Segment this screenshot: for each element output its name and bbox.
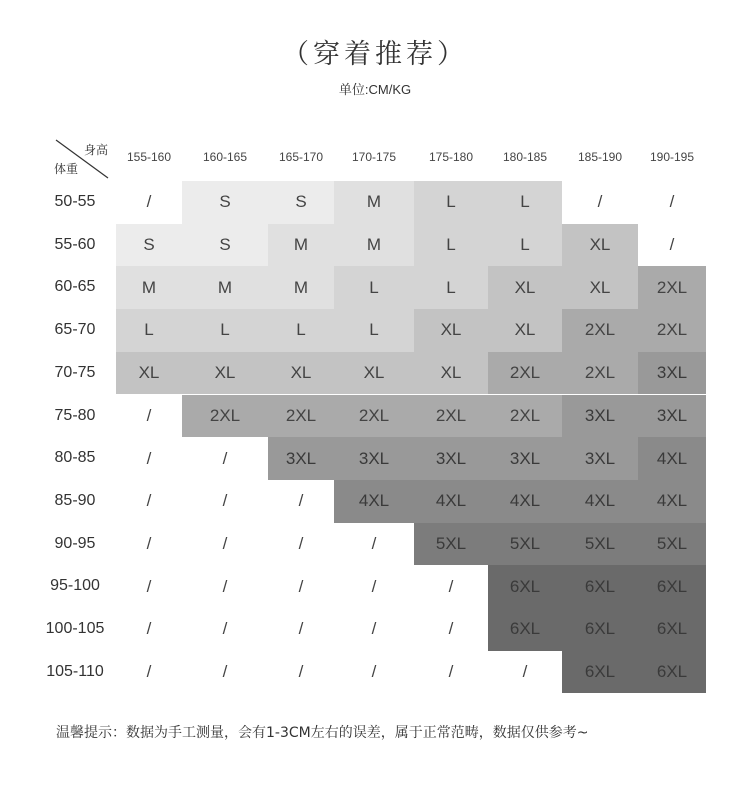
size-cell: 3XL: [638, 352, 706, 395]
weight-label: 105-110: [46, 662, 104, 680]
size-cell: XL: [414, 352, 488, 395]
size-cell: 5XL: [562, 523, 638, 566]
size-cell: /: [448, 576, 454, 596]
size-cell: M: [334, 224, 414, 267]
weight-label: 60-65: [54, 278, 96, 296]
size-cell: M: [182, 266, 268, 309]
size-cell: 6XL: [488, 565, 562, 608]
size-cell: /: [298, 533, 304, 553]
size-cell: /: [222, 491, 228, 511]
size-cell: L: [488, 224, 562, 267]
size-cell: 6XL: [562, 608, 638, 651]
size-cell: 2XL: [334, 395, 414, 438]
size-cell: M: [116, 266, 182, 309]
size-cell: /: [448, 619, 454, 639]
size-cell: M: [334, 181, 414, 224]
footer-note: 温馨提示：数据为手工测量，会有1-3CM左右的误差，属于正常范畴，数据仅供参考~: [56, 725, 589, 741]
size-cell: /: [222, 533, 228, 553]
size-cell: XL: [562, 266, 638, 309]
size-cell: /: [146, 662, 152, 682]
weight-label: 80-85: [54, 449, 96, 467]
size-cell: 2XL: [638, 266, 706, 309]
size-cell: 2XL: [562, 352, 638, 395]
size-cell: /: [298, 491, 304, 511]
weight-label: 90-95: [54, 534, 96, 552]
size-cell: 4XL: [562, 480, 638, 523]
weight-label: 95-100: [50, 577, 100, 595]
size-cell: XL: [488, 309, 562, 352]
size-cell: /: [448, 662, 454, 682]
size-cell: /: [298, 576, 304, 596]
size-cell: /: [371, 662, 377, 682]
size-cell: /: [371, 619, 377, 639]
size-cell: L: [116, 309, 182, 352]
size-cell: 4XL: [334, 480, 414, 523]
size-cell: M: [268, 224, 334, 267]
size-cell: /: [597, 192, 603, 212]
size-cell: /: [146, 533, 152, 553]
size-cell: 2XL: [268, 395, 334, 438]
size-cell: L: [414, 181, 488, 224]
size-cell: /: [371, 576, 377, 596]
size-cell: /: [298, 662, 304, 682]
height-header: 185-190: [577, 150, 623, 164]
size-cell: 6XL: [638, 608, 706, 651]
size-cell: 2XL: [414, 395, 488, 438]
size-cell: /: [146, 491, 152, 511]
weight-label: 70-75: [54, 363, 96, 381]
size-cell: M: [268, 266, 334, 309]
size-cell: XL: [268, 352, 334, 395]
size-cell: 6XL: [562, 651, 638, 694]
corner-header: [52, 138, 110, 180]
unit-label: 单位:CM/KG: [338, 82, 412, 97]
size-cell: XL: [182, 352, 268, 395]
size-cell: L: [334, 309, 414, 352]
weight-label: 50-55: [54, 193, 96, 210]
size-cell: /: [669, 235, 675, 255]
size-cell: L: [182, 309, 268, 352]
size-cell: 4XL: [638, 437, 706, 480]
size-cell: /: [371, 533, 377, 553]
size-cell: L: [268, 309, 334, 352]
size-cell: /: [298, 619, 304, 639]
height-header: 165-170: [278, 150, 324, 164]
size-cell: 6XL: [638, 651, 706, 694]
height-header: 180-185: [502, 150, 548, 164]
size-cell: 3XL: [638, 395, 706, 438]
size-cell: 6XL: [638, 565, 706, 608]
size-cell: 2XL: [182, 395, 268, 438]
weight-label: 65-70: [54, 321, 96, 339]
size-cell: XL: [414, 309, 488, 352]
size-cell: 4XL: [638, 480, 706, 523]
size-cell: 2XL: [488, 395, 562, 438]
page-title: （穿着推荐）: [282, 39, 468, 70]
size-cell: /: [146, 192, 152, 212]
size-cell: /: [669, 192, 675, 212]
size-cell: L: [414, 224, 488, 267]
size-cell: XL: [488, 266, 562, 309]
height-header: 155-160: [126, 150, 172, 164]
size-cell: 3XL: [268, 437, 334, 480]
height-axis-label: 身高: [83, 143, 108, 157]
size-cell: /: [522, 662, 528, 682]
weight-label: 75-80: [54, 406, 96, 424]
size-cell: 4XL: [488, 480, 562, 523]
size-cell: 2XL: [488, 352, 562, 395]
weight-label: 55-60: [54, 235, 96, 253]
size-cell: /: [146, 405, 152, 425]
size-cell: /: [222, 576, 228, 596]
size-cell: S: [182, 224, 268, 267]
size-cell: XL: [116, 352, 182, 395]
weight-label: 85-90: [54, 491, 96, 509]
size-cell: /: [146, 448, 152, 468]
height-header: 175-180: [428, 150, 474, 164]
size-cell: 3XL: [562, 395, 638, 438]
size-cell: 5XL: [638, 523, 706, 566]
size-cell: S: [182, 181, 268, 224]
size-cell: L: [488, 181, 562, 224]
size-cell: /: [146, 576, 152, 596]
weight-axis-label: 体重: [54, 162, 79, 176]
size-cell: 4XL: [414, 480, 488, 523]
size-cell: L: [414, 266, 488, 309]
size-cell: 5XL: [414, 523, 488, 566]
weight-label: 100-105: [45, 620, 105, 637]
size-cell: XL: [562, 224, 638, 267]
size-cell: 3XL: [414, 437, 488, 480]
size-cell: S: [116, 224, 182, 267]
size-cell: /: [222, 662, 228, 682]
size-cell: 5XL: [488, 523, 562, 566]
size-cell: 3XL: [488, 437, 562, 480]
size-cell: 6XL: [562, 565, 638, 608]
size-cell: 6XL: [488, 608, 562, 651]
size-cell: /: [222, 448, 228, 468]
size-cell: 2XL: [638, 309, 706, 352]
height-header: 170-175: [351, 150, 397, 164]
size-cell: XL: [334, 352, 414, 395]
size-cell: /: [146, 619, 152, 639]
height-header: 160-165: [202, 150, 248, 164]
size-cell: 2XL: [562, 309, 638, 352]
height-header: 190-195: [649, 150, 695, 164]
size-cell: 3XL: [334, 437, 414, 480]
size-cell: 3XL: [562, 437, 638, 480]
size-cell: L: [334, 266, 414, 309]
size-cell: /: [222, 619, 228, 639]
size-cell: S: [268, 181, 334, 224]
